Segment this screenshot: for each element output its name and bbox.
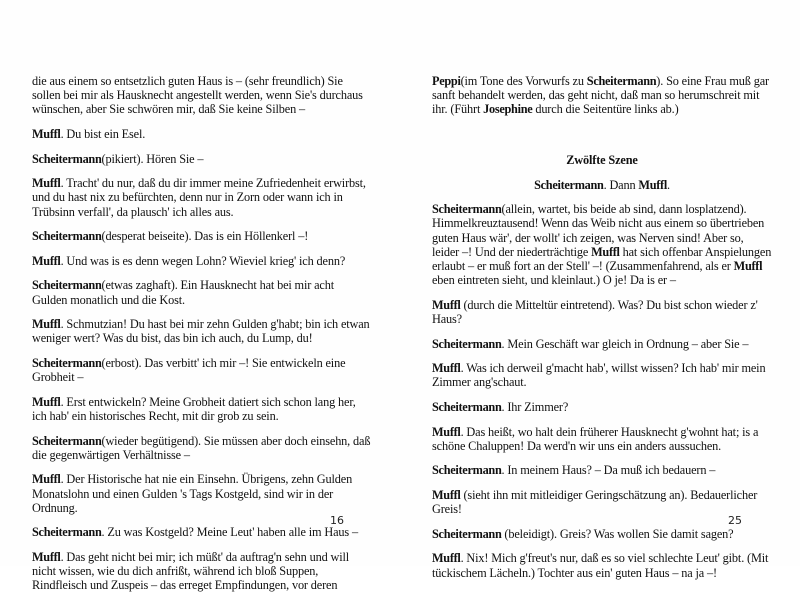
character-name: Scheitermann <box>534 177 604 192</box>
dialogue-text: . Tracht' du nur, daß du dir immer meine Zufriedenheit erwirbst, und du hast nix zu befürchten, denn nur in Zorn oder wann ich in Trübsinn verfall', da plausch' ich alles aus. <box>32 176 366 219</box>
paragraph <box>32 550 372 593</box>
paragraph <box>432 202 772 287</box>
speaker-name: Muffl <box>32 127 61 141</box>
paragraph <box>432 527 772 541</box>
dialogue-text: . Was ich derweil g'macht hab', willst wissen? Ich hab' mir mein Zimmer ang'schaut. <box>432 361 766 390</box>
dialogue-text: eben eintreten sieht, und kleinlaut.) O je! Da is er – <box>432 273 676 288</box>
scene-cast <box>432 178 772 192</box>
dialogue-text: (erbost). Das verbitt' ich mir –! Sie entwickeln eine Grobheit – <box>32 355 346 385</box>
paragraph <box>432 74 772 117</box>
right-page <box>400 0 800 580</box>
dialogue-text: (allein, wartet, bis beide ab sind, dann losplatzend). Himmelkreuztausend! Wenn das Weib nicht aus einem so übertrieben guten Haus wär', der wollt' ich zeigen, was Nerven sind! Aber so, leider –! Und der niederträchtige <box>432 202 765 259</box>
spacer <box>432 127 772 153</box>
speaker-name: Muffl <box>432 487 461 502</box>
paragraph <box>432 337 772 351</box>
speaker-name: Scheitermann <box>432 336 502 351</box>
speaker-name: Scheitermann <box>32 355 102 370</box>
paragraph <box>32 254 372 268</box>
left-page-text <box>32 74 372 603</box>
paragraph <box>32 152 372 166</box>
speaker-name: Scheitermann <box>432 202 502 217</box>
dialogue-text: (pikiert). Hören Sie – <box>101 151 204 166</box>
speaker-name: Scheitermann <box>432 399 502 414</box>
dialogue-text: . Und was is es denn wegen Lohn? Wieviel krieg' ich denn? <box>60 253 346 268</box>
dialogue-text: . Das geht nicht bei mir; ich müßt' da auftrag'n sehn und will nicht wissen, wie du dich anfrißt, während ich bloß Suppen, Rindfleisch und Zuspeis – das erreget Empfindungen, vor deren <box>32 549 350 593</box>
speaker-name: Scheitermann <box>32 525 102 540</box>
dialogue-text: . Erst entwickeln? Meine Grobheit datiert sich schon lang her, ich hab' ein historisches Recht, mit dir grob zu sein. <box>32 394 356 423</box>
dialogue-text: . Schmutzian! Du hast bei mir zehn Gulden g'habt; bin ich etwan weniger wert? Was du bist, das bin ich auch, du Lump, du! <box>32 317 370 346</box>
paragraph <box>32 176 372 219</box>
paragraph <box>32 472 372 515</box>
dialogue-text: (etwas zaghaft). Ein Hausknecht hat bei mir acht Gulden monatlich und die Kost. <box>32 278 334 307</box>
speaker-name: Muffl <box>32 549 61 564</box>
scene-heading: Zwölfte Szene <box>566 153 638 167</box>
dialogue-text: (wieder begütigend). Sie müssen aber doch einsehn, daß die gegenwärtigen Verhältnisse – <box>32 433 371 462</box>
dialogue-text: (durch die Mitteltür eintretend). Was? Du bist schon wieder z' Haus? <box>432 297 758 326</box>
speaker-name: Muffl <box>432 551 461 566</box>
dialogue-text: . Der Historische hat nie ein Einsehn. Übrigens, zehn Gulden Monatslohn und einen Gulden 's Tags Kostgeld, sind wir in der Ordnung. <box>32 472 353 515</box>
speaker-name: Peppi <box>432 74 461 88</box>
character-name: Josephine <box>483 102 533 117</box>
cast-text: . <box>666 177 670 192</box>
paragraph <box>432 400 772 414</box>
dialogue-text: (desperat beiseite). Das is ein Höllenkerl –! <box>101 229 309 244</box>
speaker-name: Scheitermann <box>432 463 502 478</box>
paragraph <box>32 278 372 306</box>
right-page-text <box>432 74 772 590</box>
paragraph <box>32 525 372 539</box>
dialogue-text: hat sich offenbar Anspielungen erlaubt – er muß fort an der Stell' –! (Zusammenfahrend, als er <box>432 244 772 273</box>
paragraph <box>32 229 372 243</box>
speaker-name: Muffl <box>432 297 461 312</box>
dialogue-text: . Zu was Kostgeld? Meine Leut' haben alle im Haus – <box>101 525 358 540</box>
speaker-name: Scheitermann <box>32 229 102 244</box>
speaker-name: Scheitermann <box>32 278 102 293</box>
speaker-name: Scheitermann <box>432 526 502 541</box>
page-number: 25 <box>728 514 742 527</box>
speaker-name: Muffl <box>432 361 461 376</box>
paragraph <box>32 395 372 423</box>
character-name: Scheitermann <box>586 74 657 88</box>
paragraph <box>32 74 372 117</box>
speaker-name: Muffl <box>32 472 61 487</box>
paragraph <box>432 463 772 477</box>
speaker-name: Muffl <box>32 176 61 191</box>
dialogue-text: (beleidigt). Greis? Was wollen Sie damit sagen? <box>501 526 734 541</box>
dialogue-text: durch die Seitentüre links ab.) <box>532 102 679 117</box>
left-page <box>0 0 400 593</box>
dialogue-text: die aus einem so entsetzlich guten Haus is – (sehr freundlich) Sie sollen bei mir als Hausknecht angestellt werden, wenn Sie's durchaus wünschen, aber Sie schwören mir, daß Sie keine Silben – <box>32 74 363 117</box>
speaker-name: Scheitermann <box>32 151 102 166</box>
dialogue-text: . Du bist ein Esel. <box>60 127 146 141</box>
speaker-name: Muffl <box>432 424 461 439</box>
speaker-name: Muffl <box>32 394 61 409</box>
speaker-name: Muffl <box>32 253 61 268</box>
dialogue-text: . Nix! Mich g'freut's nur, daß es so viel schlechte Leut' gibt. (Mit tückischem Lächeln.) Tochter aus ein' guten Haus – na ja –! <box>432 551 769 580</box>
paragraph <box>432 361 772 389</box>
dialogue-text: . Mein Geschäft war gleich in Ordnung – aber Sie – <box>501 336 749 351</box>
dialogue-text: . In meinem Haus? – Da muß ich bedauern – <box>501 463 716 478</box>
paragraph <box>432 488 772 516</box>
dialogue-text: ). So eine Frau muß gar sanft behandelt werden, das geht nicht, daß man so herumschreit mit ihr. (Führt <box>432 74 769 117</box>
paragraph <box>32 434 372 462</box>
paragraph <box>32 317 372 345</box>
dialogue-text: . Das heißt, wo halt dein früherer Hausknecht g'wohnt hat; is a schöne Chaluppen! Da werd'n wir uns ein anders aussuchen. <box>432 424 759 453</box>
character-name: Muffl <box>591 244 620 259</box>
character-name: Muffl <box>638 177 667 192</box>
cast-text: . Dann <box>603 177 639 192</box>
dialogue-text: . Ihr Zimmer? <box>501 399 569 414</box>
character-name: Muffl <box>733 259 763 273</box>
paragraph <box>432 298 772 326</box>
dialogue-text: (sieht ihn mit mitleidiger Geringschätzung an). Bedauerlicher Greis! <box>432 487 758 517</box>
paragraph <box>432 425 772 453</box>
speaker-name: Muffl <box>32 317 61 332</box>
speaker-name: Scheitermann <box>32 433 102 448</box>
paragraph <box>32 356 372 384</box>
dialogue-text: (im Tone des Vorwurfs zu <box>460 74 587 88</box>
page-number: 16 <box>330 514 344 527</box>
paragraph <box>32 127 372 141</box>
